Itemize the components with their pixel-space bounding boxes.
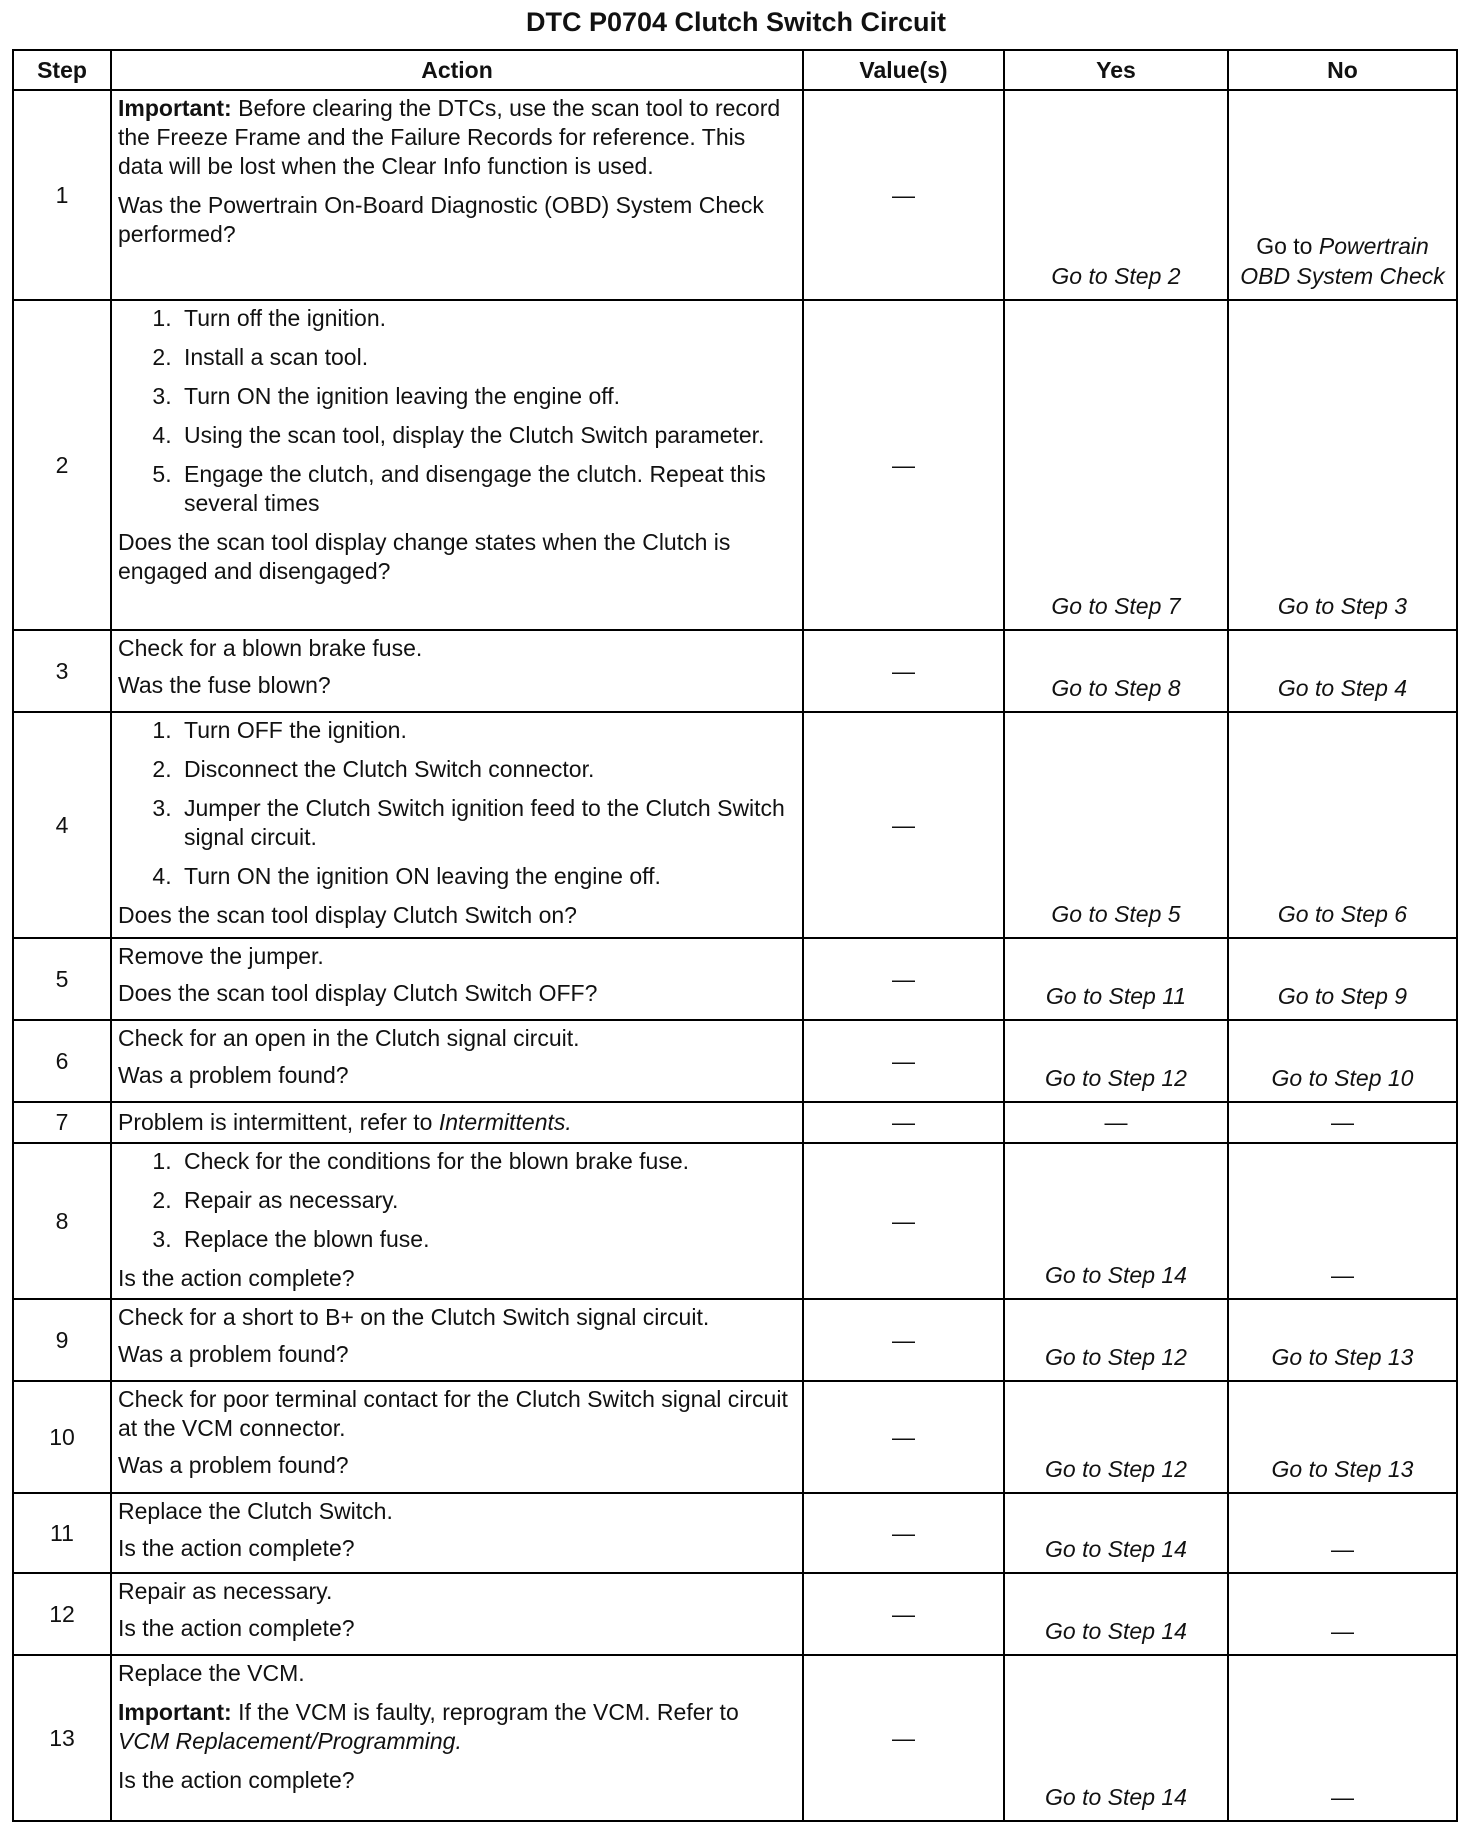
table-row [13,90,1457,300]
action-steps-list [118,1147,796,1254]
important-note [118,1698,796,1756]
no-cell: Go to Step 13 [1228,1381,1457,1493]
no-link: Powertrain OBD System Check [1240,233,1445,289]
important-note [118,94,796,181]
step-number: 8 [13,1143,111,1299]
table-row [13,1381,1457,1493]
action-text: Check for an open in the Clutch signal circuit. [118,1025,580,1051]
value-cell: — [803,1020,1004,1102]
step-number: 13 [13,1655,111,1821]
no-cell: — [1228,1143,1457,1299]
value-cell: — [803,1655,1004,1821]
no-cell: — [1228,1573,1457,1655]
important-text: Before clearing the DTCs, use the scan tool to record the Freeze Frame and the Failure Records for reference. This data will be lost when the Clear Info function is used. [118,95,781,179]
list-item: 2. Repair as necessary. [178,1186,796,1215]
value-cell: — [803,1381,1004,1493]
yes-cell: Go to Step 7 [1004,300,1228,630]
action-text: Problem is intermittent, refer to [118,1109,439,1135]
no-cell: Go to Step 6 [1228,712,1457,938]
action-question: Was the fuse blown? [118,672,331,698]
action-cell [111,938,803,1020]
table-row [13,712,1457,938]
action-question: Does the scan tool display change states when the Clutch is engaged and disengaged? [118,529,731,584]
action-cell [111,1299,803,1381]
action-cell [111,1573,803,1655]
step-number: 7 [13,1102,111,1143]
action-cell [111,300,803,630]
yes-cell: Go to Step 5 [1004,712,1228,938]
list-item: 2. Install a scan tool. [178,343,796,372]
action-cell [111,712,803,938]
action-text: Check for a blown brake fuse. [118,635,423,661]
action-cell [111,1493,803,1573]
step-number: 2 [13,300,111,630]
value-cell: — [803,1493,1004,1573]
action-question: Was a problem found? [118,1341,349,1367]
table-row [13,300,1457,630]
list-item: 5. Engage the clutch, and disengage the clutch. Repeat this several times [178,460,796,518]
step-number: 12 [13,1573,111,1655]
no-cell: Go to Step 3 [1228,300,1457,630]
action-question: Is the action complete? [118,1615,355,1641]
action-question: Does the scan tool display Clutch Switch OFF? [118,980,598,1006]
list-item: 2. Disconnect the Clutch Switch connector. [178,755,796,784]
table-row [13,630,1457,712]
list-item: 3. Jumper the Clutch Switch ignition feed to the Clutch Switch signal circuit. [178,794,796,852]
yes-cell: Go to Step 12 [1004,1020,1228,1102]
yes-cell: Go to Step 12 [1004,1381,1228,1493]
list-item: 1. Turn off the ignition. [178,304,796,333]
step-number: 3 [13,630,111,712]
action-cell [111,1381,803,1493]
yes-cell: Go to Step 14 [1004,1143,1228,1299]
action-text: Repair as necessary. [118,1578,333,1604]
step-number: 4 [13,712,111,938]
yes-cell: Go to Step 8 [1004,630,1228,712]
yes-cell: Go to Step 14 [1004,1655,1228,1821]
action-cell [111,1020,803,1102]
header-row [13,50,1457,90]
header-action: Action [111,50,803,90]
table-row [13,1573,1457,1655]
no-cell: Go to Step 4 [1228,630,1457,712]
action-question: Is the action complete? [118,1767,355,1793]
vcm-replacement-link: VCM Replacement/Programming. [118,1728,462,1754]
action-text: Replace the VCM. [118,1660,305,1686]
action-text: Replace the Clutch Switch. [118,1498,393,1524]
header-values: Value(s) [803,50,1004,90]
header-no: No [1228,50,1457,90]
table-row [13,1020,1457,1102]
action-text: Check for a short to B+ on the Clutch Switch signal circuit. [118,1304,710,1330]
yes-cell: Go to Step 14 [1004,1493,1228,1573]
no-prefix: Go to [1256,233,1319,259]
action-question: Does the scan tool display Clutch Switch on? [118,902,577,928]
action-text: Remove the jumper. [118,943,324,969]
yes-cell: Go to Step 2 [1004,90,1228,300]
yes-cell: Go to Step 11 [1004,938,1228,1020]
action-question: Was a problem found? [118,1062,349,1088]
table-row [13,1493,1457,1573]
step-number: 9 [13,1299,111,1381]
no-cell: Go to Step 9 [1228,938,1457,1020]
value-cell: — [803,1299,1004,1381]
value-cell: — [803,712,1004,938]
table-row [13,1102,1457,1143]
important-label: Important: [118,95,232,121]
no-cell: Go to Step 10 [1228,1020,1457,1102]
list-item: 1. Check for the conditions for the blown brake fuse. [178,1147,796,1176]
action-cell [111,90,803,300]
table-row [13,1299,1457,1381]
no-cell: — [1228,1493,1457,1573]
important-text: If the VCM is faulty, reprogram the VCM. Refer to [231,1699,739,1725]
important-label: Important: [118,1699,232,1725]
yes-cell: Go to Step 12 [1004,1299,1228,1381]
step-number: 5 [13,938,111,1020]
action-question: Is the action complete? [118,1265,355,1291]
diagnostic-table [12,49,1458,1822]
document-title: DTC P0704 Clutch Switch Circuit [525,7,947,37]
value-cell: — [803,630,1004,712]
list-item: 3. Turn ON the ignition leaving the engine off. [178,382,796,411]
intermittents-link: Intermittents. [438,1109,572,1135]
list-item: 1. Turn OFF the ignition. [178,716,796,745]
action-cell [111,1143,803,1299]
step-number: 10 [13,1381,111,1493]
action-question: Was a problem found? [118,1452,349,1478]
action-steps-list [118,304,796,518]
yes-cell: — [1004,1102,1228,1143]
table-row [13,1143,1457,1299]
table-row [13,1655,1457,1821]
value-cell: — [803,1573,1004,1655]
action-cell [111,1655,803,1821]
step-number: 6 [13,1020,111,1102]
header-step: Step [13,50,111,90]
action-text: Check for poor terminal contact for the Clutch Switch signal circuit at the VCM connector. [118,1386,788,1441]
step-number: 1 [13,90,111,300]
step-number: 11 [13,1493,111,1573]
header-yes: Yes [1004,50,1228,90]
list-item: 4. Turn ON the ignition ON leaving the engine off. [178,862,796,891]
list-item: 3. Replace the blown fuse. [178,1225,796,1254]
value-cell: — [803,1143,1004,1299]
action-question: Was the Powertrain On-Board Diagnostic (OBD) System Check performed? [118,192,764,247]
action-steps-list [118,716,796,891]
table-row [13,938,1457,1020]
yes-cell: Go to Step 14 [1004,1573,1228,1655]
value-cell: — [803,300,1004,630]
list-item: 4. Using the scan tool, display the Clutch Switch parameter. [178,421,796,450]
value-cell: — [803,1102,1004,1143]
no-cell: — [1228,1655,1457,1821]
value-cell: — [803,90,1004,300]
action-cell [111,1102,803,1143]
no-cell [1228,90,1457,300]
value-cell: — [803,938,1004,1020]
no-cell: Go to Step 13 [1228,1299,1457,1381]
no-cell: — [1228,1102,1457,1143]
action-question: Is the action complete? [118,1535,355,1561]
action-cell [111,630,803,712]
